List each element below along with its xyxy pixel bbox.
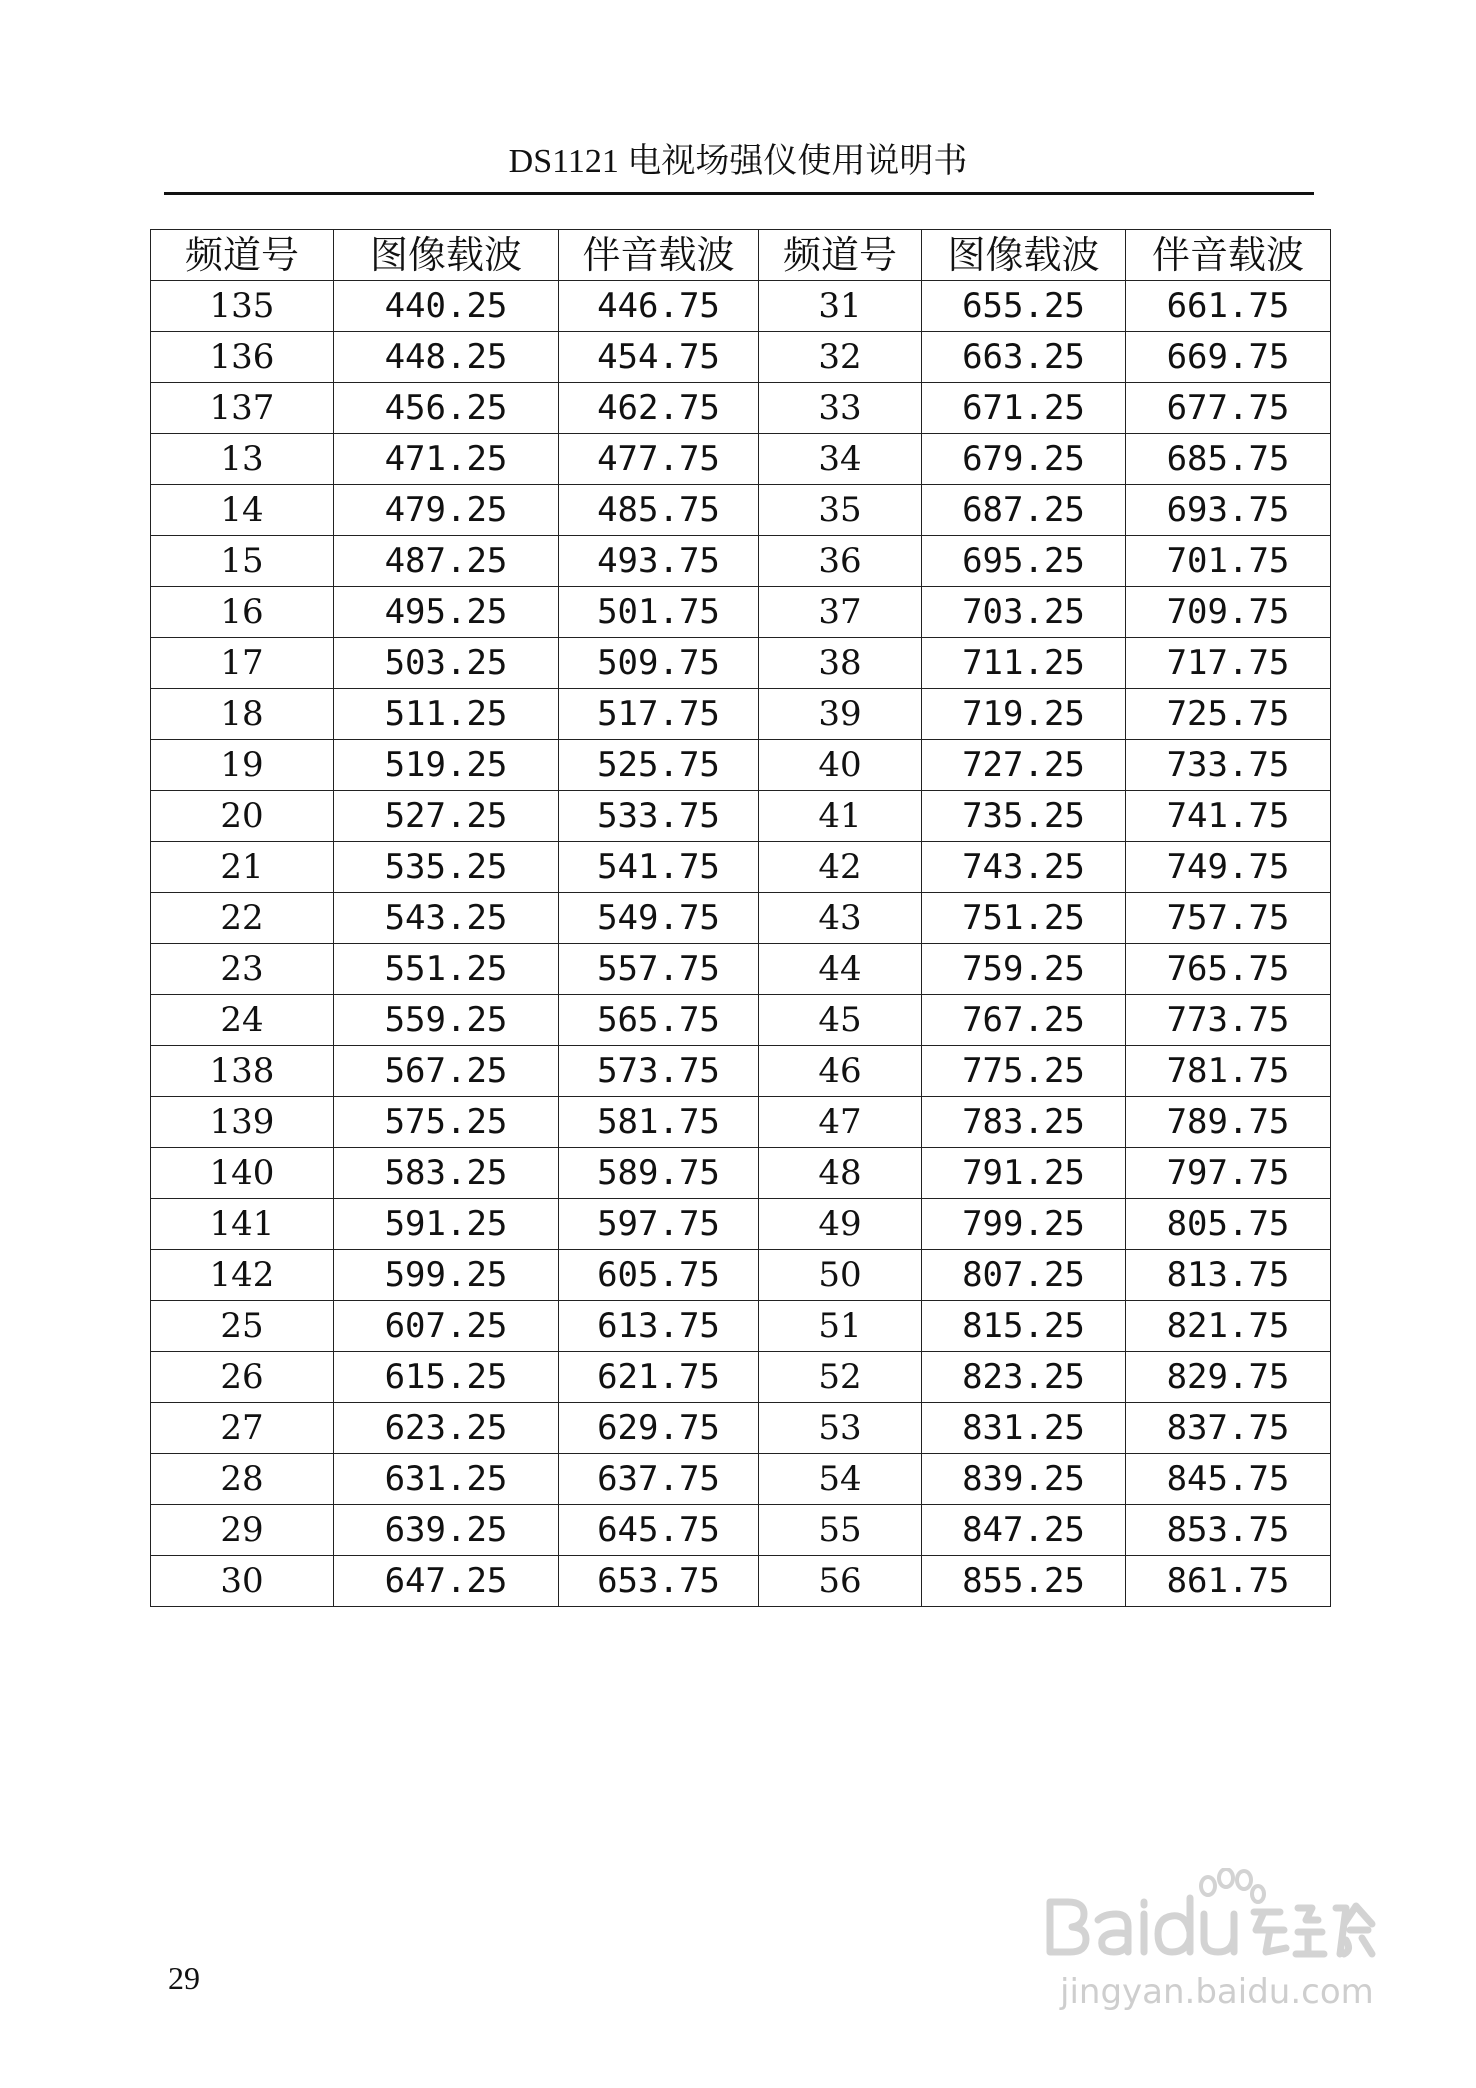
cell-video-carrier: 456.25 — [334, 383, 559, 434]
cell-channel: 45 — [759, 995, 922, 1046]
table-row — [151, 995, 1331, 1046]
cell-video-carrier: 519.25 — [334, 740, 559, 791]
cell-audio-carrier: 669.75 — [1126, 332, 1331, 383]
cell-channel: 33 — [759, 383, 922, 434]
cell-channel: 47 — [759, 1097, 922, 1148]
table-header-row — [151, 230, 1331, 281]
table-row — [151, 893, 1331, 944]
cell-video-carrier: 535.25 — [334, 842, 559, 893]
cell-audio-carrier: 613.75 — [559, 1301, 759, 1352]
cell-audio-carrier: 685.75 — [1126, 434, 1331, 485]
cell-channel: 41 — [759, 791, 922, 842]
table-row — [151, 1199, 1331, 1250]
cell-audio-carrier: 741.75 — [1126, 791, 1331, 842]
cell-audio-carrier: 789.75 — [1126, 1097, 1331, 1148]
cell-video-carrier: 551.25 — [334, 944, 559, 995]
cell-audio-carrier: 693.75 — [1126, 485, 1331, 536]
table-row — [151, 740, 1331, 791]
column-header-audio-carrier: 伴音载波 — [559, 230, 759, 281]
cell-video-carrier: 663.25 — [922, 332, 1126, 383]
cell-audio-carrier: 493.75 — [559, 536, 759, 587]
cell-video-carrier: 479.25 — [334, 485, 559, 536]
cell-audio-carrier: 821.75 — [1126, 1301, 1331, 1352]
cell-video-carrier: 791.25 — [922, 1148, 1126, 1199]
cell-channel: 55 — [759, 1505, 922, 1556]
cell-video-carrier: 751.25 — [922, 893, 1126, 944]
cell-audio-carrier: 653.75 — [559, 1556, 759, 1607]
table-row — [151, 1403, 1331, 1454]
cell-channel: 19 — [151, 740, 334, 791]
cell-channel: 37 — [759, 587, 922, 638]
cell-channel: 32 — [759, 332, 922, 383]
cell-video-carrier: 839.25 — [922, 1454, 1126, 1505]
cell-video-carrier: 815.25 — [922, 1301, 1126, 1352]
cell-channel: 56 — [759, 1556, 922, 1607]
cell-channel: 141 — [151, 1199, 334, 1250]
cell-channel: 43 — [759, 893, 922, 944]
page-number: 29 — [168, 1960, 200, 1996]
cell-audio-carrier: 813.75 — [1126, 1250, 1331, 1301]
cell-channel: 138 — [151, 1046, 334, 1097]
cell-channel: 40 — [759, 740, 922, 791]
cell-audio-carrier: 581.75 — [559, 1097, 759, 1148]
cell-video-carrier: 807.25 — [922, 1250, 1126, 1301]
cell-audio-carrier: 829.75 — [1126, 1352, 1331, 1403]
cell-video-carrier: 727.25 — [922, 740, 1126, 791]
cell-channel: 17 — [151, 638, 334, 689]
table-row — [151, 281, 1331, 332]
cell-channel: 18 — [151, 689, 334, 740]
cell-audio-carrier: 573.75 — [559, 1046, 759, 1097]
cell-video-carrier: 695.25 — [922, 536, 1126, 587]
watermark-url: jingyan.baidu.com — [1060, 1972, 1374, 2012]
cell-audio-carrier: 797.75 — [1126, 1148, 1331, 1199]
cell-video-carrier: 567.25 — [334, 1046, 559, 1097]
cell-video-carrier: 599.25 — [334, 1250, 559, 1301]
cell-video-carrier: 671.25 — [922, 383, 1126, 434]
table-row — [151, 332, 1331, 383]
cell-audio-carrier: 781.75 — [1126, 1046, 1331, 1097]
table-row — [151, 1301, 1331, 1352]
cell-channel: 34 — [759, 434, 922, 485]
cell-audio-carrier: 605.75 — [559, 1250, 759, 1301]
cell-channel: 39 — [759, 689, 922, 740]
cell-video-carrier: 647.25 — [334, 1556, 559, 1607]
cell-video-carrier: 631.25 — [334, 1454, 559, 1505]
cell-audio-carrier: 589.75 — [559, 1148, 759, 1199]
cell-channel: 13 — [151, 434, 334, 485]
cell-video-carrier: 855.25 — [922, 1556, 1126, 1607]
table-row — [151, 1505, 1331, 1556]
cell-video-carrier: 703.25 — [922, 587, 1126, 638]
table-row — [151, 944, 1331, 995]
cell-channel: 28 — [151, 1454, 334, 1505]
cell-video-carrier: 527.25 — [334, 791, 559, 842]
cell-audio-carrier: 837.75 — [1126, 1403, 1331, 1454]
cell-channel: 14 — [151, 485, 334, 536]
cell-audio-carrier: 709.75 — [1126, 587, 1331, 638]
cell-audio-carrier: 533.75 — [559, 791, 759, 842]
cell-audio-carrier: 637.75 — [559, 1454, 759, 1505]
cell-channel: 140 — [151, 1148, 334, 1199]
table-row — [151, 1046, 1331, 1097]
cell-audio-carrier: 645.75 — [559, 1505, 759, 1556]
cell-audio-carrier: 485.75 — [559, 485, 759, 536]
cell-channel: 42 — [759, 842, 922, 893]
column-header-channel: 频道号 — [759, 230, 922, 281]
cell-video-carrier: 743.25 — [922, 842, 1126, 893]
cell-channel: 50 — [759, 1250, 922, 1301]
cell-audio-carrier: 677.75 — [1126, 383, 1331, 434]
cell-channel: 142 — [151, 1250, 334, 1301]
cell-video-carrier: 735.25 — [922, 791, 1126, 842]
cell-audio-carrier: 549.75 — [559, 893, 759, 944]
table-row — [151, 536, 1331, 587]
cell-audio-carrier: 733.75 — [1126, 740, 1331, 791]
cell-channel: 23 — [151, 944, 334, 995]
cell-audio-carrier: 757.75 — [1126, 893, 1331, 944]
table-row — [151, 689, 1331, 740]
table-row — [151, 1148, 1331, 1199]
cell-channel: 30 — [151, 1556, 334, 1607]
cell-video-carrier: 847.25 — [922, 1505, 1126, 1556]
cell-channel: 22 — [151, 893, 334, 944]
cell-audio-carrier: 853.75 — [1126, 1505, 1331, 1556]
table-row — [151, 1352, 1331, 1403]
cell-channel: 24 — [151, 995, 334, 1046]
baidu-logo-icon — [1040, 1868, 1420, 1968]
cell-audio-carrier: 446.75 — [559, 281, 759, 332]
cell-audio-carrier: 541.75 — [559, 842, 759, 893]
channel-frequency-table — [150, 229, 1331, 1607]
cell-video-carrier: 591.25 — [334, 1199, 559, 1250]
cell-audio-carrier: 629.75 — [559, 1403, 759, 1454]
cell-audio-carrier: 845.75 — [1126, 1454, 1331, 1505]
cell-video-carrier: 823.25 — [922, 1352, 1126, 1403]
cell-audio-carrier: 765.75 — [1126, 944, 1331, 995]
cell-channel: 44 — [759, 944, 922, 995]
column-header-audio-carrier: 伴音载波 — [1126, 230, 1331, 281]
cell-video-carrier: 487.25 — [334, 536, 559, 587]
table-row — [151, 1250, 1331, 1301]
cell-video-carrier: 687.25 — [922, 485, 1126, 536]
cell-video-carrier: 799.25 — [922, 1199, 1126, 1250]
cell-video-carrier: 511.25 — [334, 689, 559, 740]
cell-video-carrier: 559.25 — [334, 995, 559, 1046]
cell-audio-carrier: 454.75 — [559, 332, 759, 383]
cell-channel: 20 — [151, 791, 334, 842]
cell-video-carrier: 615.25 — [334, 1352, 559, 1403]
cell-audio-carrier: 565.75 — [559, 995, 759, 1046]
cell-channel: 48 — [759, 1148, 922, 1199]
cell-channel: 29 — [151, 1505, 334, 1556]
cell-channel: 53 — [759, 1403, 922, 1454]
cell-video-carrier: 471.25 — [334, 434, 559, 485]
cell-video-carrier: 440.25 — [334, 281, 559, 332]
page-title: DS1121 电视场强仪使用说明书 — [508, 143, 968, 180]
cell-audio-carrier: 517.75 — [559, 689, 759, 740]
cell-channel: 38 — [759, 638, 922, 689]
cell-audio-carrier: 501.75 — [559, 587, 759, 638]
cell-audio-carrier: 861.75 — [1126, 1556, 1331, 1607]
cell-video-carrier: 783.25 — [922, 1097, 1126, 1148]
baidu-jingyan-watermark — [1040, 1868, 1420, 2018]
cell-channel: 15 — [151, 536, 334, 587]
table-row — [151, 434, 1331, 485]
column-header-video-carrier: 图像载波 — [922, 230, 1126, 281]
cell-channel: 54 — [759, 1454, 922, 1505]
cell-audio-carrier: 525.75 — [559, 740, 759, 791]
cell-audio-carrier: 462.75 — [559, 383, 759, 434]
cell-channel: 135 — [151, 281, 334, 332]
cell-video-carrier: 719.25 — [922, 689, 1126, 740]
cell-video-carrier: 448.25 — [334, 332, 559, 383]
cell-channel: 21 — [151, 842, 334, 893]
cell-video-carrier: 575.25 — [334, 1097, 559, 1148]
table-row — [151, 1097, 1331, 1148]
cell-video-carrier: 495.25 — [334, 587, 559, 638]
cell-channel: 51 — [759, 1301, 922, 1352]
header-rule — [164, 192, 1314, 195]
cell-channel: 136 — [151, 332, 334, 383]
cell-channel: 36 — [759, 536, 922, 587]
cell-video-carrier: 711.25 — [922, 638, 1126, 689]
cell-audio-carrier: 717.75 — [1126, 638, 1331, 689]
column-header-video-carrier: 图像载波 — [334, 230, 559, 281]
cell-audio-carrier: 597.75 — [559, 1199, 759, 1250]
cell-audio-carrier: 477.75 — [559, 434, 759, 485]
cell-audio-carrier: 701.75 — [1126, 536, 1331, 587]
cell-audio-carrier: 749.75 — [1126, 842, 1331, 893]
cell-video-carrier: 583.25 — [334, 1148, 559, 1199]
table-row — [151, 1556, 1331, 1607]
table-row — [151, 485, 1331, 536]
table-row — [151, 383, 1331, 434]
column-header-channel: 频道号 — [151, 230, 334, 281]
cell-audio-carrier: 773.75 — [1126, 995, 1331, 1046]
table-body — [151, 281, 1331, 1607]
cell-audio-carrier: 621.75 — [559, 1352, 759, 1403]
table-row — [151, 638, 1331, 689]
cell-video-carrier: 623.25 — [334, 1403, 559, 1454]
cell-channel: 16 — [151, 587, 334, 638]
cell-channel: 26 — [151, 1352, 334, 1403]
cell-channel: 49 — [759, 1199, 922, 1250]
cell-video-carrier: 767.25 — [922, 995, 1126, 1046]
table-row — [151, 1454, 1331, 1505]
cell-channel: 137 — [151, 383, 334, 434]
cell-video-carrier: 639.25 — [334, 1505, 559, 1556]
cell-audio-carrier: 661.75 — [1126, 281, 1331, 332]
cell-channel: 46 — [759, 1046, 922, 1097]
cell-video-carrier: 607.25 — [334, 1301, 559, 1352]
table-row — [151, 791, 1331, 842]
cell-channel: 35 — [759, 485, 922, 536]
cell-video-carrier: 503.25 — [334, 638, 559, 689]
cell-video-carrier: 759.25 — [922, 944, 1126, 995]
cell-channel: 25 — [151, 1301, 334, 1352]
cell-audio-carrier: 725.75 — [1126, 689, 1331, 740]
cell-channel: 31 — [759, 281, 922, 332]
cell-video-carrier: 831.25 — [922, 1403, 1126, 1454]
cell-video-carrier: 679.25 — [922, 434, 1126, 485]
cell-video-carrier: 655.25 — [922, 281, 1126, 332]
table-row — [151, 587, 1331, 638]
cell-channel: 139 — [151, 1097, 334, 1148]
cell-video-carrier: 775.25 — [922, 1046, 1126, 1097]
cell-audio-carrier: 805.75 — [1126, 1199, 1331, 1250]
table-row — [151, 842, 1331, 893]
cell-audio-carrier: 557.75 — [559, 944, 759, 995]
cell-audio-carrier: 509.75 — [559, 638, 759, 689]
cell-channel: 27 — [151, 1403, 334, 1454]
cell-channel: 52 — [759, 1352, 922, 1403]
cell-video-carrier: 543.25 — [334, 893, 559, 944]
